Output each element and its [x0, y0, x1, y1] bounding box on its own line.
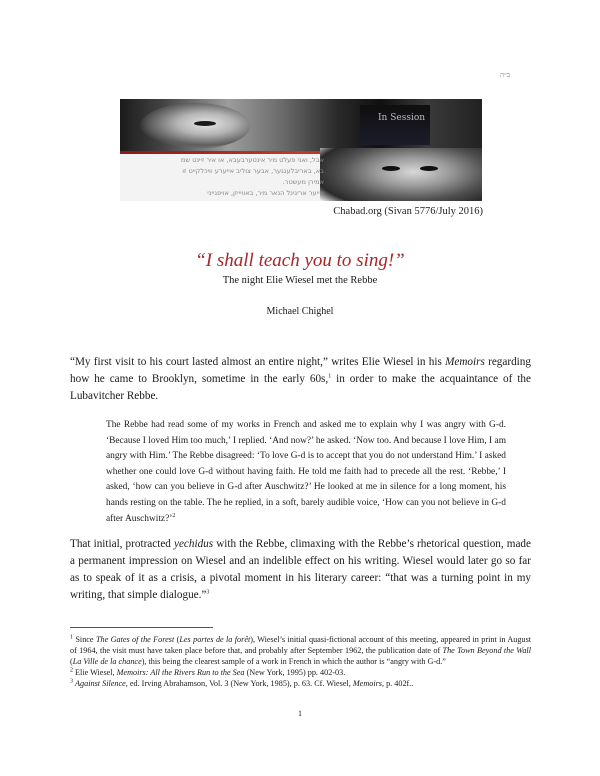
paragraph-yechidus — [70, 536, 531, 604]
footnote-text-run: , p. 402f.. — [381, 679, 414, 689]
text-run: That initial, protracted — [70, 538, 174, 550]
page-number: 1 — [298, 709, 302, 718]
footnote-divider — [70, 627, 213, 628]
article-subtitle: The night Elie Wiesel met the Rebbe — [222, 275, 378, 286]
italic-term: yechidus — [173, 538, 214, 550]
footnote-2 — [70, 667, 531, 678]
rebbe-eye-left — [382, 166, 400, 171]
paragraph-intro — [70, 354, 531, 405]
quote-text: The Rebbe had read some of my works in French and asked me to explain why I was angry with G-d. ‘Because I loved Him too much,’ I replied. ‘And now?’ he asked. ‘Now too. And because I love Him, I am angry with Him.’ The Rebbe disagreed: ‘To love G-d is to accept that you do not understand Him.’ I asked whether one could love G-d without having faith. He told me faith had to precede all the rest. ‘Rebbe,’ I asked, ‘how can you believe in G-d after Auschwitz?’ He looked at me in silence for a long moment, his hands resting on the table. The he replied, in a soft, barely audible voice, ‘How can you not believe in G-d after Auschwitz?’ — [106, 420, 506, 524]
footnote-italic-run: Memoirs — [352, 679, 382, 689]
footnote-number: 2 — [70, 667, 73, 674]
footnote-text-run: ), this being the clearest sample of a work in French in which the author is “angry with G-d.” — [141, 657, 446, 667]
footnote-text-run: ), Wiesel’s initial quasi-fictional account of this meeting, appeared in print in August of 1964, the visit must have taken place before that, and probably after September 1962, the publication date of — [70, 635, 532, 656]
footnote-text-run: , ed. Irving Abrahamson, Vol. 3 (New York, 1985), p. 63. Cf. Wiesel, — [125, 679, 353, 689]
author-name: Michael Chighel — [266, 306, 334, 317]
footnote-italic-run: The Gates of the Forest — [95, 635, 175, 644]
text-run: “My first visit to his court lasted almost an entire night,” writes Elie Wiesel in his — [70, 356, 446, 368]
footnote-italic-run: Memoirs: All the Rivers Run to the Sea — [116, 668, 245, 678]
text-run: in order to make the acquaintance of the Lubavitcher Rebbe. — [70, 373, 531, 402]
footnote-italic-run: The Town Beyond the Wall — [442, 646, 531, 656]
banner-overlay-text: In Session — [378, 113, 426, 123]
portrait-face — [140, 103, 250, 149]
banner-image — [120, 99, 482, 201]
article-title: “I shall teach you to sing!” — [195, 250, 405, 271]
footnote-number: 3 — [70, 678, 73, 685]
footnote-ref[interactable]: 3 — [206, 589, 210, 596]
footnote-text-run: Elie Wiesel, — [73, 668, 117, 678]
hebrew-line: בא, באריבלעגנער, אבער צוליב אייערע וויכלקייט זו — [182, 167, 324, 175]
rebbe-portrait — [320, 148, 482, 201]
header-mark: ב״ה — [499, 71, 510, 79]
hebrew-line: אבל, ואני פעלט מיר אינטערבעבא, או איר זיינט שמ — [180, 156, 324, 164]
banner-dark-panel — [360, 105, 430, 145]
footnote-italic-run: La Ville de la chance — [72, 657, 142, 667]
banner-photo-strip — [120, 99, 482, 151]
footnote-number: 1 — [70, 634, 73, 641]
footnote-1 — [70, 634, 531, 667]
footnote-3 — [70, 678, 531, 689]
source-caption: Chabad.org (Sivan 5776/July 2016) — [333, 206, 483, 217]
portrait-eye — [194, 121, 216, 126]
italic-title: Memoirs — [445, 356, 485, 368]
text-run: with the Rebbe, climaxing with the Rebbe’s rhetorical question, made a permanent impression on Wiesel and an indelible effect on his writing. Wiesel would later go so far as to speak of it as a crisis, a pivotal moment in his literary career: “that was a turning point in my writing, that simple dialogue.” — [70, 538, 531, 601]
footnote-italic-run: Against Silence — [75, 679, 126, 689]
banner-hebrew-text — [124, 155, 324, 199]
hebrew-line: אייער אריגינל הנאר מיר, באוויייזן, אויפגייני — [207, 189, 324, 197]
footnotes — [70, 634, 531, 689]
text-run: regarding how he came to Brooklyn, sometime in the early 60s, — [70, 356, 531, 385]
footnote-text-run: Since — [73, 635, 96, 644]
block-quote — [106, 418, 506, 527]
footnote-italic-run: Les portes de la forêt — [179, 635, 251, 644]
footnote-ref[interactable]: 2 — [172, 512, 176, 519]
rebbe-eye-right — [420, 166, 438, 171]
footnote-text-run: ( — [174, 635, 180, 644]
footnote-text-run: (New York, 1995) pp. 402-03. — [244, 668, 346, 678]
footnote-ref[interactable]: 1 — [328, 373, 332, 380]
hebrew-line: אמירן מעשטר. — [282, 178, 324, 186]
footnote-text-run: ( — [70, 657, 73, 667]
banner-lower-strip — [120, 154, 482, 201]
